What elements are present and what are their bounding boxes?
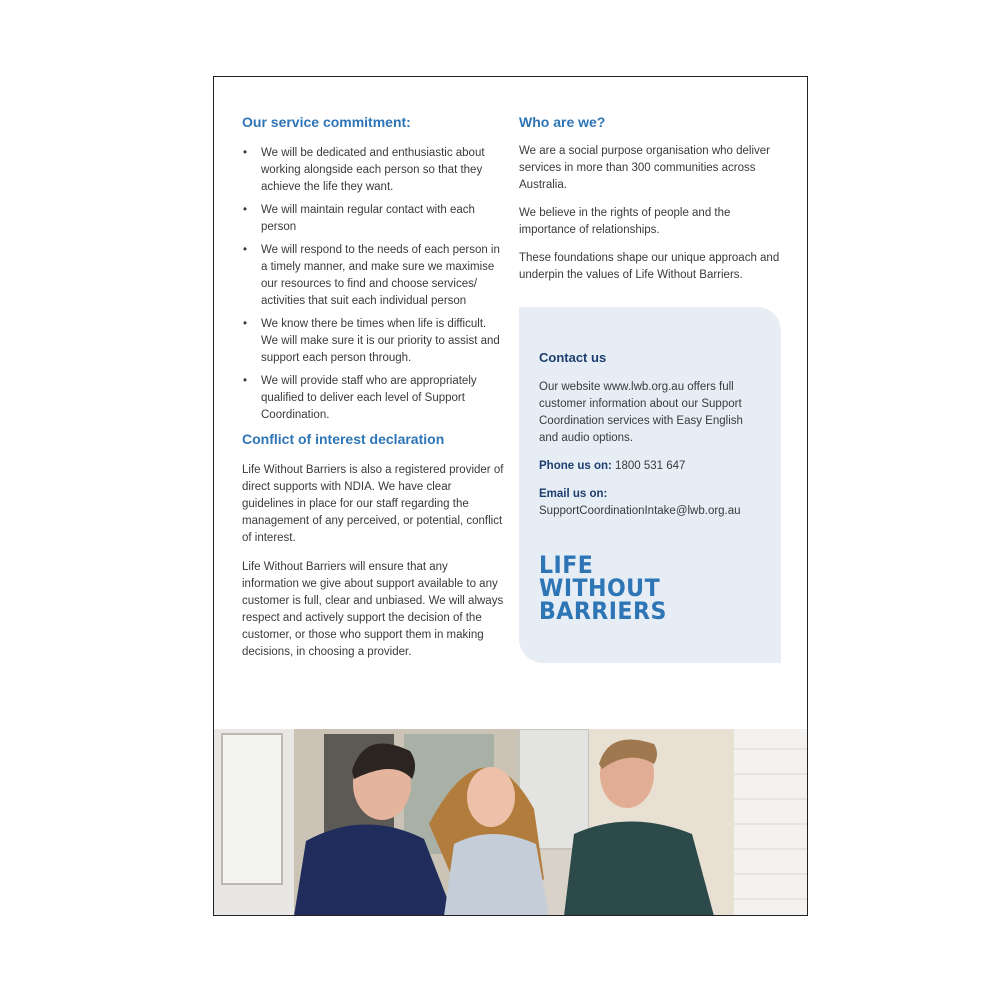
conflict-paragraph-1: Life Without Barriers is also a registered provider of direct supports with NDIA. We have clear guidelines in place for our staff regarding the management of any perceived, or potential, conflict of interest.: [242, 464, 504, 544]
who-paragraph-1: We are a social purpose organisation who deliver services in more than 300 communities across Australia.: [519, 145, 771, 191]
team-photo: [214, 729, 807, 916]
contact-website-text: Our website www.lwb.org.au offers full customer information about our Support Coordination services with Easy English and audio options.: [539, 381, 743, 444]
list-item: • We will respond to the needs of each person in a timely manner, and make sure we maximise our resources to find and choose services/ activities that suit each individual person: [242, 242, 504, 310]
email-label: Email us on:: [539, 488, 608, 500]
phone-label: Phone us on:: [539, 460, 612, 472]
contact-panel: [519, 307, 781, 663]
who-heading: Who are we?: [519, 114, 606, 130]
logo-line-1: LIFE: [539, 551, 594, 579]
email-address[interactable]: SupportCoordinationIntake@lwb.org.au: [539, 505, 741, 517]
service-commitment-heading: Our service commitment:: [242, 114, 411, 130]
list-item: • We will maintain regular contact with each person: [242, 202, 504, 236]
service-commitment-list: [242, 145, 504, 424]
who-paragraph-3: These foundations shape our unique approach and underpin the values of Life Without Barriers.: [519, 252, 780, 281]
contact-email-block: [539, 486, 761, 520]
list-item: • We will be dedicated and enthusiastic about working alongside each person so that they achieve the life they want.: [242, 145, 504, 196]
phone-number[interactable]: 1800 531 647: [615, 460, 686, 472]
document-page: [213, 76, 808, 916]
contact-phone-line: [539, 458, 761, 475]
conflict-paragraph-2: Life Without Barriers will ensure that any information we give about support available to any customer is full, clear and unbiased. We will always respect and actively support the decision of the customer, or those who support them in making decisions, in choosing a provider.: [242, 561, 504, 658]
logo-line-2: WITHOUT: [539, 574, 661, 602]
conflict-heading: Conflict of interest declaration: [242, 431, 445, 447]
team-photo-illustration: [214, 729, 807, 916]
lwb-logo: [539, 551, 761, 625]
contact-heading: Contact us: [539, 350, 607, 365]
logo-line-3: BARRIERS: [539, 597, 667, 625]
list-item: • We know there be times when life is difficult. We will make sure it is our priority to assist and support each person through.: [242, 316, 504, 367]
left-column: [242, 113, 504, 661]
who-paragraph-2: We believe in the rights of people and the importance of relationships.: [519, 207, 731, 236]
right-column: [519, 113, 781, 284]
list-item: • We will provide staff who are appropriately qualified to deliver each level of Support Coordination.: [242, 373, 504, 424]
